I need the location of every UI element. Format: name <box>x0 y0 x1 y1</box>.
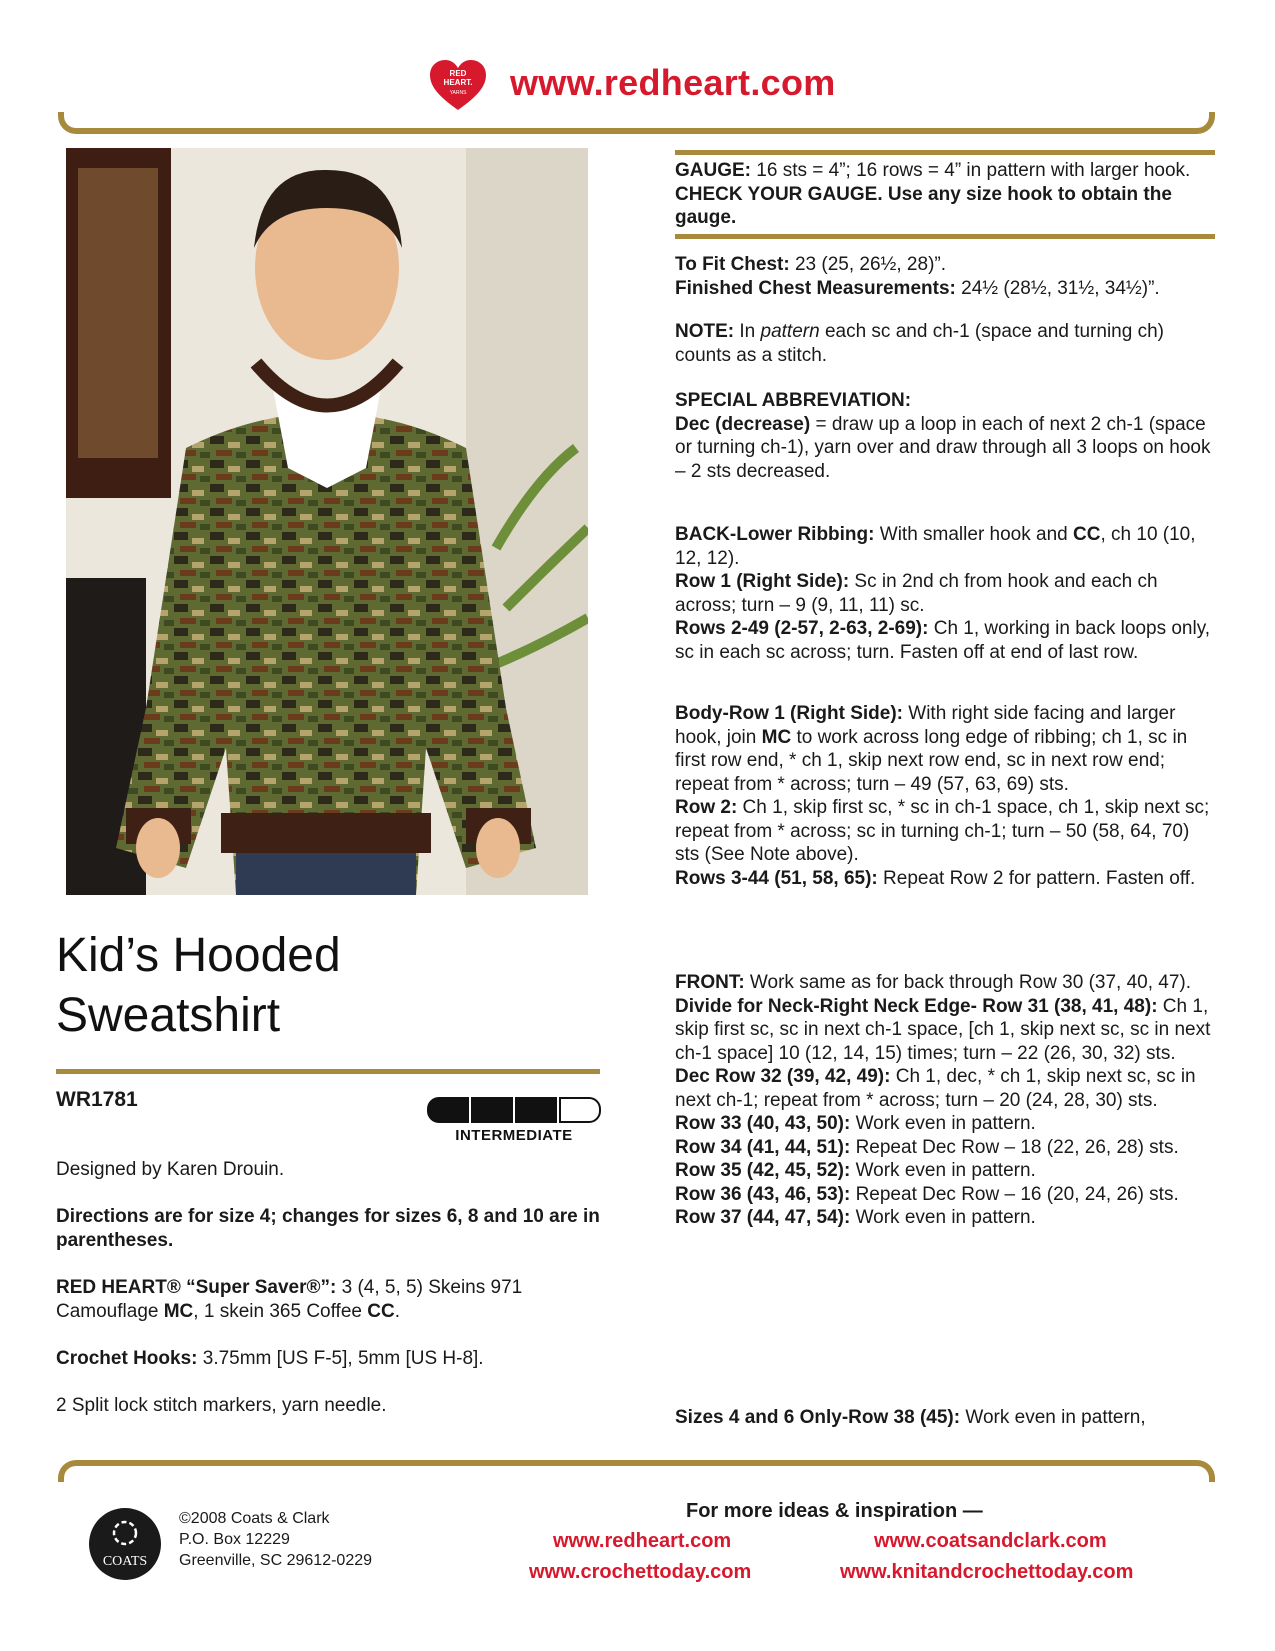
abbreviation-block: SPECIAL ABBREVIATION: Dec (decrease) = draw up a loop in each of next 2 ch-1 (space or turning ch-1), yarn over and draw through all 3 loops on hook – 2 sts decreased. <box>675 390 1211 482</box>
footer-tagline: For more ideas & inspiration — <box>686 1500 983 1522</box>
title-line-2: Sweatshirt <box>56 989 281 1042</box>
skill-segment <box>515 1097 557 1123</box>
city: Greenville, SC 29612-0229 <box>179 1552 373 1569</box>
po-box: P.O. Box 12229 <box>179 1531 290 1548</box>
copyright: ©2008 Coats & Clark <box>179 1510 330 1527</box>
pattern-title <box>56 926 341 1046</box>
skill-level-indicator <box>427 1097 601 1144</box>
title-line-1: Kid’s Hooded <box>56 929 341 982</box>
red-heart-logo <box>428 58 488 113</box>
link-coatsandclark[interactable]: www.coatsandclark.com <box>874 1530 1107 1552</box>
footer-divider <box>58 1460 1215 1482</box>
footer-address <box>179 1508 372 1571</box>
link-knitandcrochettoday[interactable]: www.knitandcrochettoday.com <box>840 1561 1134 1583</box>
back-ribbing-block: BACK-Lower Ribbing: With smaller hook and CC, ch 10 (10, 12, 12). Row 1 (Right Side): Sc in 2nd ch from hook and each ch across; turn – 9 (9, 11, 11) sc. Rows 2-49 (2-57, 2-63, 2-69): Ch 1, working in back loops only, sc in each sc across; turn. Fasten off at end of last row. <box>675 524 1211 663</box>
size-directions: Directions are for size 4; changes for sizes 6, 8 and 10 are in parentheses. <box>56 1206 600 1251</box>
skill-segment <box>471 1097 513 1123</box>
body-block: Body-Row 1 (Right Side): With right side facing and larger hook, join MC to work across long edge of ribbing; ch 1, sc in first row end, * ch 1, skip next row end, sc in next row end; repeat from * across; turn – 49 (57, 63, 69) sts. Row 2: Ch 1, skip first sc, * sc in ch-1 space, ch 1, skip next sc; repeat from * across; sc in turning ch-1; turn – 50 (58, 64, 70) sts (See Note above). Rows 3-44 (51, 58, 65): Repeat Row 2 for pattern. Fasten off. <box>675 703 1210 889</box>
link-redheart[interactable]: www.redheart.com <box>553 1530 732 1552</box>
header-divider <box>58 112 1215 134</box>
gauge-block: GAUGE: 16 sts = 4”; 16 rows = 4” in pattern with larger hook. CHECK YOUR GAUGE. Use any size hook to obtain the gauge. <box>675 160 1191 228</box>
coats-logo-text: COATS <box>102 1554 148 1569</box>
skill-segment <box>427 1097 469 1123</box>
link-crochettoday[interactable]: www.crochettoday.com <box>529 1561 752 1583</box>
materials-section <box>56 1158 616 1441</box>
gauge-rule-top <box>675 150 1215 155</box>
designer: Designed by Karen Drouin. <box>56 1159 285 1180</box>
skill-level-label: INTERMEDIATE <box>455 1127 573 1144</box>
hook-info: Crochet Hooks: 3.75mm [US F-5], 5mm [US H-8]. <box>56 1348 484 1369</box>
yarn-info: RED HEART® “Super Saver®”: 3 (4, 5, 5) Skeins 971 Camouflage MC, 1 skein 365 Coffee CC. <box>56 1277 523 1322</box>
title-divider <box>56 1069 600 1074</box>
sizes-block: Sizes 4 and 6 Only-Row 38 (45): Work even in pattern, <box>675 1407 1146 1428</box>
logo-line-2: HEART. <box>443 78 473 87</box>
notions: 2 Split lock stitch markers, yarn needle. <box>56 1395 387 1416</box>
note-block: NOTE: In pattern each sc and ch-1 (space and turning ch) counts as a stitch. <box>675 321 1164 366</box>
pattern-code: WR1781 <box>56 1088 138 1111</box>
skill-level-bar <box>427 1097 601 1123</box>
sizing-block: To Fit Chest: 23 (25, 26½, 28)”. Finished Chest Measurements: 24½ (28½, 31½, 34½)”. <box>675 254 1160 299</box>
logo-line-1: RED <box>449 69 467 78</box>
front-block: FRONT: Work same as for back through Row 30 (37, 40, 47). Divide for Neck-Right Neck Edge- Row 31 (38, 41, 48): Ch 1, skip first sc, sc in next ch-1 space, [ch 1, skip next sc, sc in next ch-1 space] 10 (12, 14, 15) times; turn – 22 (26, 30, 32) sts. Dec Row 32 (39, 42, 49): Ch 1, dec, * ch 1, skip next sc, sc in next ch-1; repeat from * across; turn – 20 (24, 28, 30) sts. Row 33 (40, 43, 50): Work even in pattern. Row 34 (41, 44, 51): Repeat Dec Row – 18 (22, 26, 28) sts. Row 35 (42, 45, 52): Work even in pattern. Row 36 (43, 46, 53): Repeat Dec Row – 16 (20, 24, 26) sts. Row 37 (44, 47, 54): Work even in pattern. <box>675 972 1211 1228</box>
skill-segment-empty <box>559 1097 601 1123</box>
gauge-rule-bottom <box>675 234 1215 239</box>
logo-line-3: YARNS <box>449 90 467 96</box>
header-url[interactable]: www.redheart.com <box>510 62 836 103</box>
sweatshirt-photo <box>66 148 588 895</box>
coats-logo <box>88 1507 162 1581</box>
